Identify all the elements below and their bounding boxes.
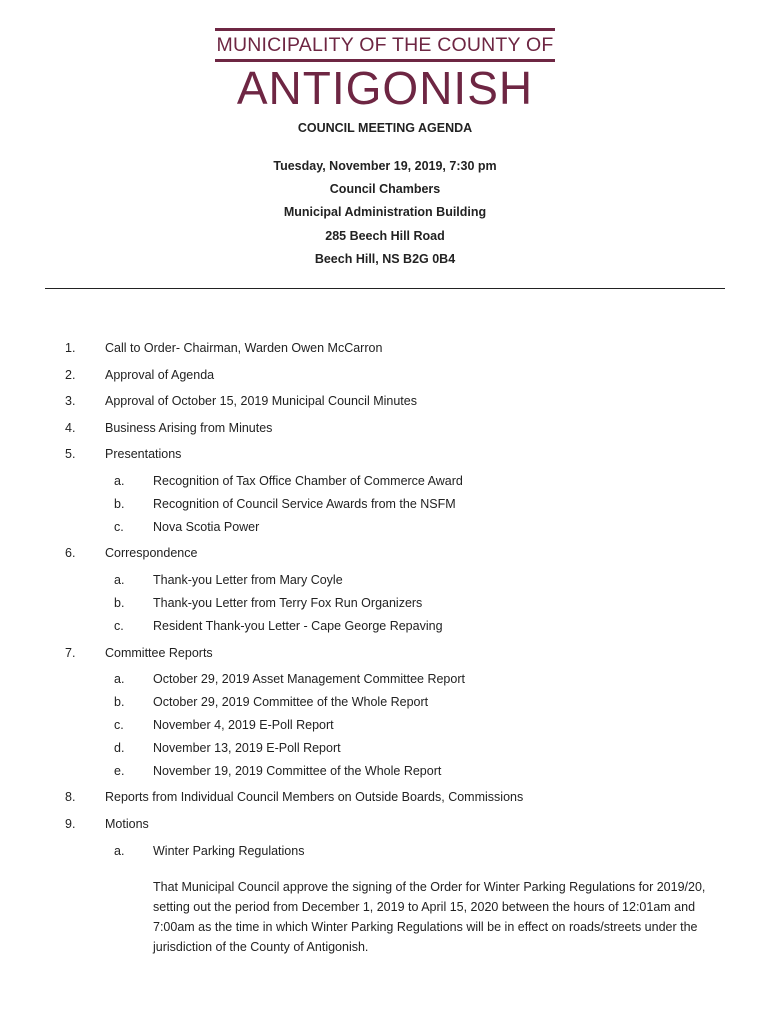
subitem-text: Thank-you Letter from Terry Fox Run Organizers [153, 596, 423, 610]
subitem-letter: a. [114, 573, 125, 587]
item-number: 2. [65, 368, 76, 382]
header-divider [45, 288, 725, 289]
meeting-date: Tuesday, November 19, 2019, 7:30 pm [273, 159, 497, 173]
subitem-letter: c. [114, 718, 124, 732]
subitem-letter: b. [114, 497, 125, 511]
item-number: 8. [65, 790, 76, 804]
item-text: Motions [105, 817, 149, 831]
logo-line-2: ANTIGONISH [236, 61, 534, 114]
item-number: 3. [65, 394, 76, 408]
meeting-building: Municipal Administration Building [283, 205, 487, 219]
item-number: 5. [65, 447, 76, 461]
meeting-street: 285 Beech Hill Road [325, 229, 445, 243]
subitem-text: October 29, 2019 Asset Management Committee Report [153, 672, 465, 686]
subitem-letter: b. [114, 596, 125, 610]
subitem-letter: c. [114, 520, 124, 534]
logo-line-1: MUNICIPALITY OF THE COUNTY OF [215, 28, 556, 62]
subitem-text: November 13, 2019 E-Poll Report [153, 741, 341, 755]
subitem-text: Nova Scotia Power [153, 520, 260, 534]
item-text: Call to Order- Chairman, Warden Owen McCarron [105, 341, 383, 355]
municipality-logo [0, 28, 770, 114]
agenda-title: COUNCIL MEETING AGENDA [297, 121, 473, 135]
item-text: Presentations [105, 447, 182, 461]
subitem-text: Recognition of Council Service Awards from the NSFM [153, 497, 456, 511]
subitem-letter: a. [114, 474, 125, 488]
item-text: Business Arising from Minutes [105, 421, 273, 435]
item-number: 6. [65, 546, 76, 560]
item-text: Reports from Individual Council Members on Outside Boards, Commissions [105, 790, 524, 804]
item-text: Correspondence [105, 546, 198, 560]
item-text: Approval of Agenda [105, 368, 215, 382]
subitem-letter: d. [114, 741, 125, 755]
meeting-city: Beech Hill, NS B2G 0B4 [314, 252, 456, 266]
subitem-letter: a. [114, 672, 125, 686]
item-number: 4. [65, 421, 76, 435]
subitem-text: Winter Parking Regulations [153, 844, 305, 858]
subitem-text: November 4, 2019 E-Poll Report [153, 718, 334, 732]
subitem-text: Recognition of Tax Office Chamber of Commerce Award [153, 474, 463, 488]
subitem-text: Thank-you Letter from Mary Coyle [153, 573, 343, 587]
subitem-letter: b. [114, 695, 125, 709]
item-text: Approval of October 15, 2019 Municipal Council Minutes [105, 394, 417, 408]
subitem-text: Resident Thank-you Letter - Cape George Repaving [153, 619, 443, 633]
subitem-letter: e. [114, 764, 125, 778]
subitem-letter: a. [114, 844, 125, 858]
item-number: 9. [65, 817, 76, 831]
subitem-text: November 19, 2019 Committee of the Whole Report [153, 764, 442, 778]
item-number: 7. [65, 646, 76, 660]
item-number: 1. [65, 341, 76, 355]
item-text: Committee Reports [105, 646, 213, 660]
subitem-letter: c. [114, 619, 124, 633]
meeting-room: Council Chambers [329, 182, 441, 196]
subitem-text: October 29, 2019 Committee of the Whole Report [153, 695, 429, 709]
motion-text: That Municipal Council approve the signing of the Order for Winter Parking Regulations for 2019/20, setting out the period from December 1, 2019 to April 15, 2020 between the hours of 12:01am and 7:00am as the time in which Winter Parking Regulations will be in effect on roads/streets under the jurisdiction of the County of Antigonish. [153, 880, 706, 954]
